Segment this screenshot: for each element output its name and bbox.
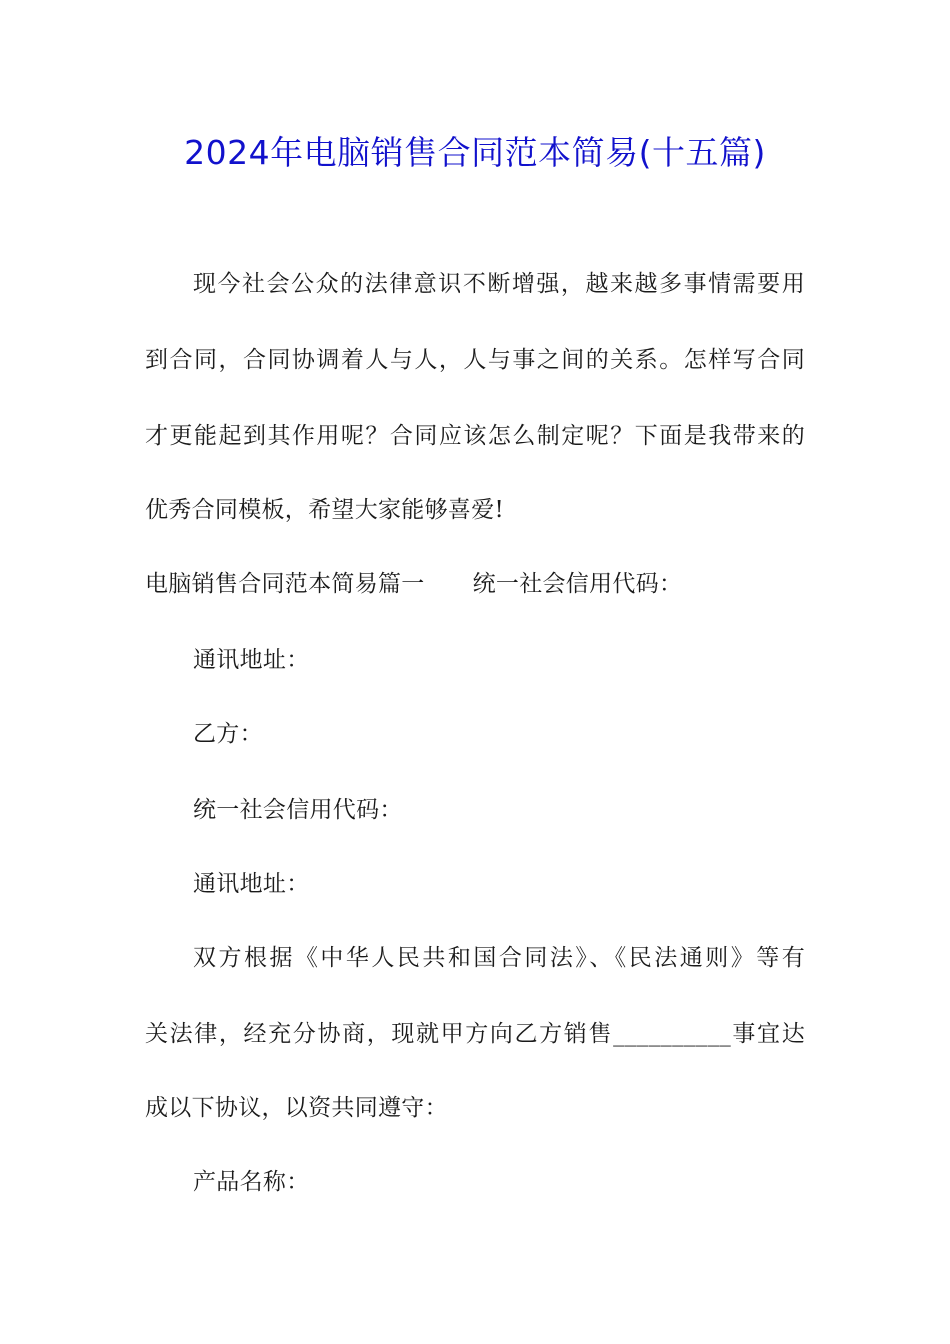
section-heading-title: 电脑销售合同范本简易篇一 bbox=[145, 571, 425, 597]
agreement-line-1: 双方根据《中华人民共和国合同法》、《民法通则》等有 bbox=[193, 945, 805, 971]
document-title: 2024年电脑销售合同范本简易(十五篇) bbox=[184, 133, 766, 172]
intro-line-3: 才更能起到其作用呢？合同应该怎么制定呢？下面是我带来的 bbox=[145, 423, 805, 449]
intro-line-2: 到合同，合同协调着人与人，人与事之间的关系。怎样写合同 bbox=[145, 347, 805, 373]
field-address-2: 通讯地址： bbox=[193, 871, 310, 897]
field-party-b: 乙方： bbox=[193, 721, 263, 747]
section-heading-credit-code: 统一社会信用代码： bbox=[472, 571, 683, 597]
section-heading bbox=[145, 564, 682, 604]
intro-line-1: 现今社会公众的法律意识不断增强，越来越多事情需要用 bbox=[193, 271, 805, 297]
field-product-name: 产品名称： bbox=[193, 1169, 310, 1195]
agreement-line-3: 成以下协议，以资共同遵守： bbox=[145, 1095, 448, 1121]
agreement-line-2: 关法律，经充分协商，现就甲方向乙方销售__________事宜达 bbox=[145, 1021, 805, 1047]
intro-line-4: 优秀合同模板，希望大家能够喜爱! bbox=[145, 497, 505, 523]
field-address-1: 通讯地址： bbox=[193, 647, 310, 673]
field-credit-code-b: 统一社会信用代码： bbox=[193, 797, 403, 823]
